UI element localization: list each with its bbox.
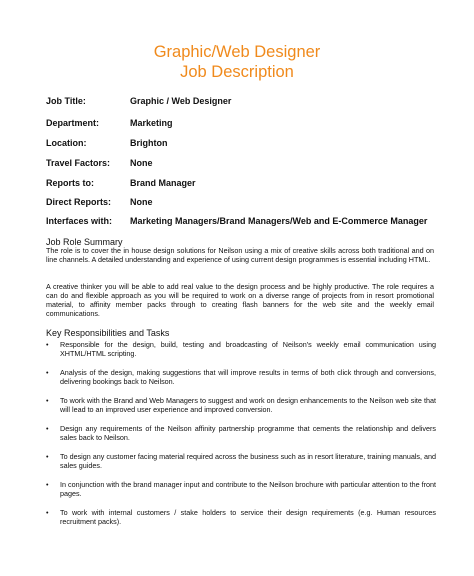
list-item-text: To work with internal customers / stake holders to service their design requirements (e.g. Human resources recruitment packs). — [60, 508, 436, 526]
list-item-text: In conjunction with the brand manager input and contribute to the Neilson brochure with particular attention to the front pages. — [60, 480, 436, 498]
info-label: Direct Reports: — [46, 197, 112, 207]
section-heading-responsibilities: Key Responsibilities and Tasks — [46, 328, 170, 338]
bullet-icon: • — [46, 480, 49, 489]
document-title: Graphic/Web Designer — [153, 43, 321, 61]
info-label: Location: — [46, 138, 87, 148]
bullet-icon: • — [46, 424, 49, 433]
info-label: Interfaces with: — [46, 216, 113, 226]
section-heading-summary: Job Role Summary — [46, 237, 123, 247]
summary-paragraph: A creative thinker you will be able to add real value to the design process and be highly productive. The role requires a can do and flexible approach as you will be required to work on a diverse range of projects from in resort promotional material, to affinity member packs through to creating flash banners for the web site and the weekly email communications. — [46, 282, 434, 318]
bullet-icon: • — [46, 340, 49, 349]
bullet-icon: • — [46, 396, 49, 405]
list-item-text: Design any requirements of the Neilson affinity partnership programme that cements the relationship and delivers sales back to Neilson. — [60, 424, 436, 442]
info-value: None — [130, 197, 153, 207]
info-label: Job Title: — [46, 96, 86, 106]
bullet-icon: • — [46, 452, 49, 461]
document-subtitle: Job Description — [180, 63, 294, 81]
summary-paragraph: The role is to cover the in house design solutions for Neilson using a mix of creative skills across both traditional and on line channels. A detailed understanding and experience of using current design programmes is essential including HTML. — [46, 246, 434, 264]
info-value: Graphic / Web Designer — [130, 96, 232, 106]
info-value: Brand Manager — [130, 178, 196, 188]
list-item-text: To work with the Brand and Web Managers to suggest and work on design enhancements to the Neilson web site that will lead to an improved user experience and improved conversion. — [60, 396, 436, 414]
list-item-text: Analysis of the design, making suggestions that will improve results in terms of both click through and conversions, delivering bookings back to Neilson. — [60, 368, 436, 386]
info-label: Department: — [46, 118, 100, 128]
info-value: None — [130, 158, 153, 168]
bullet-icon: • — [46, 368, 49, 377]
info-label: Travel Factors: — [46, 158, 111, 168]
info-value: Brighton — [130, 138, 168, 148]
info-value: Marketing — [130, 118, 173, 128]
info-value: Marketing Managers/Brand Managers/Web and E-Commerce Manager — [130, 216, 428, 226]
list-item-text: To design any customer facing material required across the business such as in resort literature, training manuals, and sales guides. — [60, 452, 436, 470]
bullet-icon: • — [46, 508, 49, 517]
info-label: Reports to: — [46, 178, 94, 188]
list-item-text: Responsible for the design, build, testing and broadcasting of Neilson's weekly email communication using XHTML/HTML scripting. — [60, 340, 436, 358]
